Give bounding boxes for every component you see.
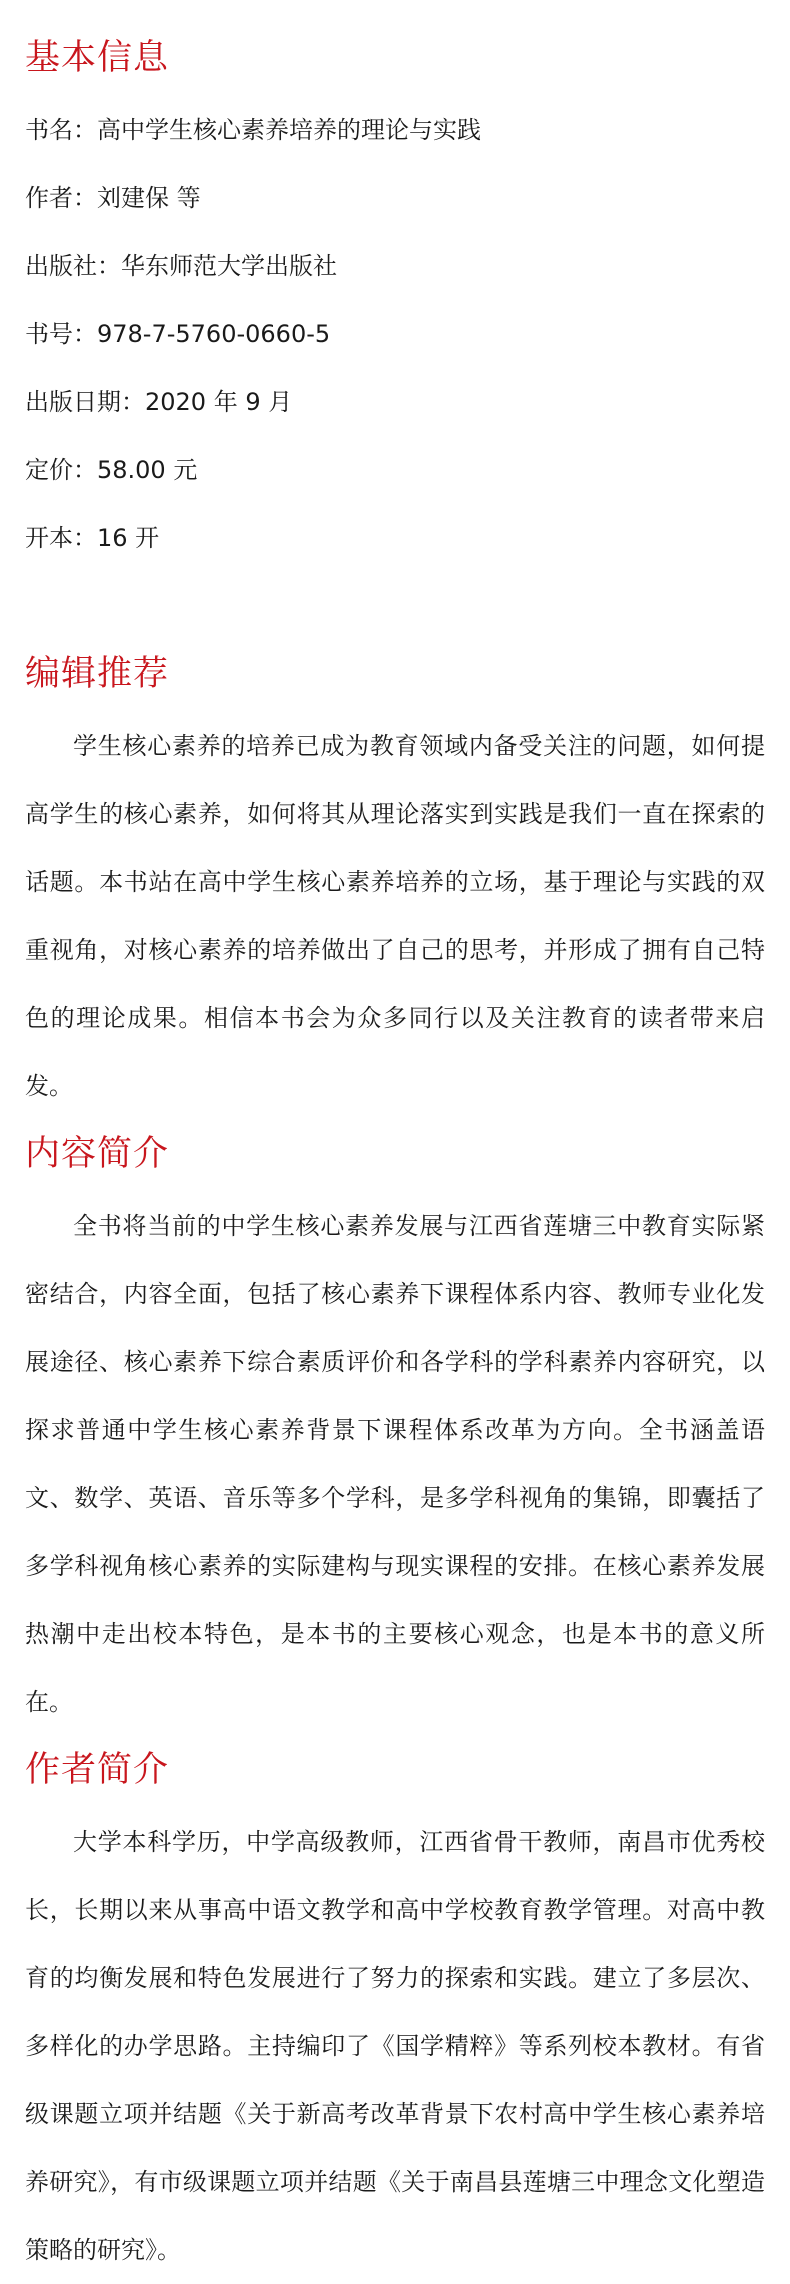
author-intro-text: 大学本科学历，中学高级教师，江西省骨干教师，南昌市优秀校长，长期以来从事高中语文教学和高中学校教育教学管理。对高中教育的均衡发展和特色发展进行了努力的探索和实践。建立了多层次、多样化的办学思路。主持编印了《国学精粹》等系列校本教材。有省级课题立项并结题《关于新高考改革背景下农村高中学生核心素养培养研究》，有市级课题立项并结题《关于南昌县莲塘三中理念文化塑造策略的研究》。 [25, 1828, 765, 2264]
isbn-line: 书号：978-7-5760-0660-5 [25, 320, 331, 348]
publish-date-line: 出版日期：2020 年 9 月 [25, 388, 293, 416]
content-intro-heading: 内容简介 [25, 1134, 170, 1174]
editor-recommend-heading: 编辑推荐 [25, 654, 170, 694]
basic-info-heading: 基本信息 [25, 38, 170, 78]
author-intro-heading: 作者简介 [25, 1750, 170, 1790]
price-line: 定价：58.00 元 [25, 456, 198, 484]
content-intro-text: 全书将当前的中学生核心素养发展与江西省莲塘三中教育实际紧密结合，内容全面，包括了核心素养下课程体系内容、教师专业化发展途径、核心素养下综合素质评价和各学科的学科素养内容研究，以探求普通中学生核心素养背景下课程体系改革为方向。全书涵盖语文、数学、英语、音乐等多个学科，是多学科视角的集锦，即囊括了多学科视角核心素养的实际建构与现实课程的安排。在核心素养发展热潮中走出校本特色，是本书的主要核心观念，也是本书的意义所在。 [25, 1212, 765, 1716]
book-title-line: 书名：高中学生核心素养培养的理论与实践 [25, 116, 481, 144]
format-line: 开本：16 开 [25, 524, 160, 552]
editor-recommend-text: 学生核心素养的培养已成为教育领域内备受关注的问题，如何提高学生的核心素养，如何将其从理论落实到实践是我们一直在探索的话题。本书站在高中学生核心素养培养的立场，基于理论与实践的双重视角，对核心素养的培养做出了自己的思考，并形成了拥有自己特色的理论成果。相信本书会为众多同行以及关注教育的读者带来启发。 [25, 732, 765, 1100]
publisher-line: 出版社：华东师范大学出版社 [25, 252, 337, 280]
author-line: 作者：刘建保 等 [25, 184, 201, 212]
